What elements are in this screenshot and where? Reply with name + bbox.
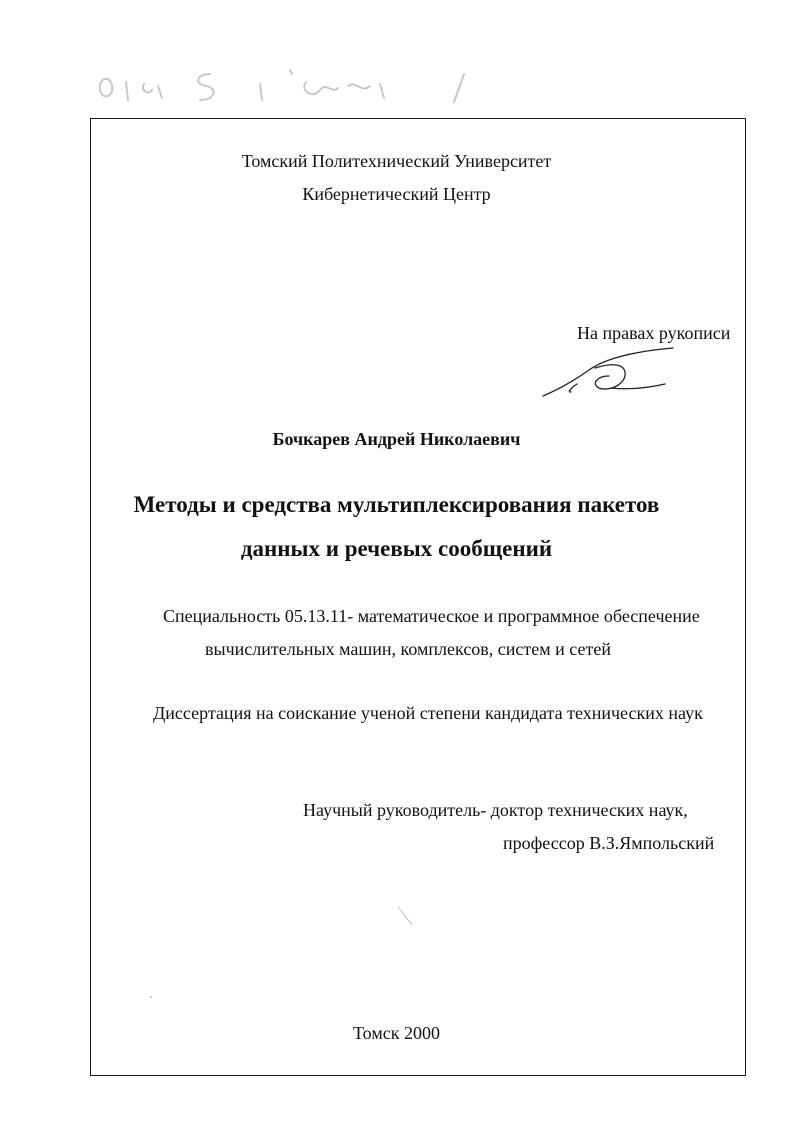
supervisor-line1: Научный руководитель- доктор технических наук, [303, 800, 688, 820]
dissertation-degree: Диссертация на соискание ученой степени кандидата технических наук [153, 703, 703, 723]
dissertation-title-line1: Методы и средства мультиплексирования пакетов [133, 492, 660, 517]
author-name: Бочкарев Андрей Николаевич [272, 429, 521, 449]
center-name: Кибернетический Центр [302, 184, 491, 204]
university-name: Томский Политехнический Университет [241, 151, 552, 171]
faint-handwriting-mark [92, 60, 482, 110]
scan-dust-dot [150, 996, 152, 998]
scan-artifact-mark [396, 905, 414, 927]
city-year: Томск 2000 [353, 1023, 440, 1043]
manuscript-rights-label: На правах рукописи [577, 323, 731, 343]
dissertation-title-line2: данных и речевых сообщений [240, 536, 553, 561]
specialty-line1: Специальность 05.13.11- математическое и программное обеспечение [163, 606, 700, 626]
specialty-line2: вычислительных машин, комплексов, систем и сетей [205, 639, 611, 659]
author-signature [537, 340, 677, 406]
supervisor-line2: профессор В.З.Ямпольский [503, 833, 715, 853]
page-border-frame [90, 118, 746, 1076]
